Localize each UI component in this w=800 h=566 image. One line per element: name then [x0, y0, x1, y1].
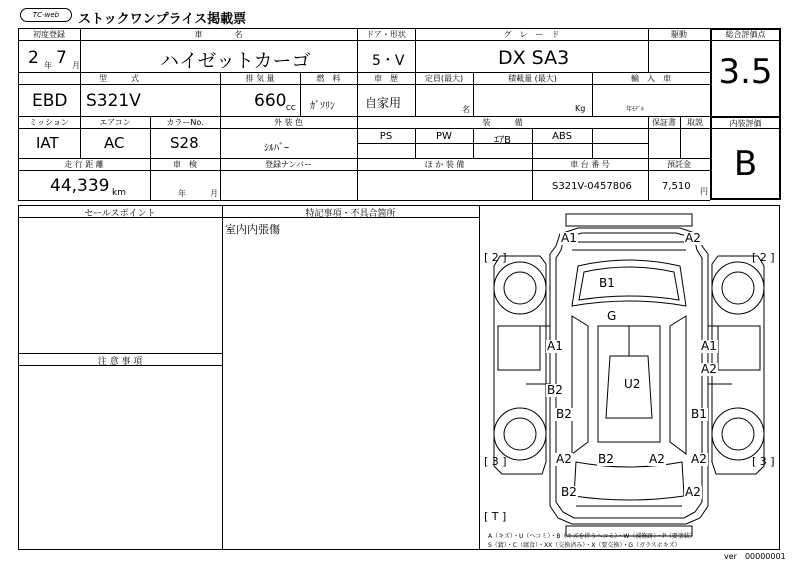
damage-mark: A1 — [547, 339, 563, 353]
damage-mark: A2 — [649, 452, 665, 466]
equipment-airbag: ｴｱB — [494, 135, 511, 146]
damage-mark: U2 — [624, 377, 641, 391]
equipment-ps: PS — [379, 131, 393, 142]
damage-mark: B2 — [561, 485, 577, 499]
first-reg-label: 初度登録 — [33, 30, 65, 39]
exterior-color-label: 外 装 色 — [273, 118, 304, 127]
manual-label: 取説 — [687, 118, 703, 127]
equipment-abs: ABS — [552, 131, 572, 142]
sales-point-label: セールスポイント — [84, 209, 156, 219]
displacement-value: 660 — [254, 91, 287, 111]
plate-label: 登録ナンバー — [264, 160, 313, 169]
model-prefix: EBD — [32, 91, 68, 111]
damage-mark: A1 — [701, 339, 717, 353]
damage-mark: A2 — [685, 485, 701, 499]
mileage-label: 走 行 距 離 — [64, 160, 104, 169]
chassis-label: 車 台 番 号 — [570, 160, 610, 169]
mileage-unit: km — [112, 188, 126, 198]
damage-mark: A2 — [556, 452, 572, 466]
interior-score-label: 内装評価 — [729, 119, 762, 128]
spec-table — [18, 28, 710, 200]
color-no-value: S28 — [170, 134, 199, 152]
aircon-label: エアコン — [99, 118, 131, 127]
logo: TC-web — [20, 8, 72, 22]
version-label: ver 00000001 — [724, 552, 786, 561]
model-label: 型 式 — [99, 74, 139, 83]
capacity-label: 定員(最大) — [424, 74, 464, 83]
caution-label: 注 意 事 項 — [97, 357, 143, 367]
displacement-unit: CC — [286, 104, 296, 112]
drive-label: 駆動 — [671, 30, 687, 39]
door-value: 5・V — [372, 53, 405, 69]
interior-score-value: B — [733, 144, 758, 184]
inspection-year-unit: 年 — [178, 189, 186, 198]
model-value: S321V — [86, 91, 141, 111]
exterior-color-value: ｼﾙﾊﾞｰ — [264, 143, 289, 154]
fuel-value: ｶﾞｿﾘﾝ — [310, 101, 335, 112]
grade-value: DX SA3 — [498, 47, 570, 69]
page-title: ストックワンプライス掲載票 — [78, 12, 247, 27]
equipment-label: 装 備 — [482, 118, 523, 127]
corner-label-trunk: [ T ] — [484, 510, 507, 523]
history-value: 自家用 — [365, 96, 402, 110]
history-label: 車 歴 — [374, 74, 398, 83]
corner-label-top-left: [ 2 ] — [484, 251, 507, 264]
aircon-value: AC — [104, 134, 125, 152]
damage-mark: A2 — [685, 231, 701, 245]
capacity-unit: 名 — [462, 105, 470, 114]
mileage-value: 44,339 — [50, 176, 110, 196]
first-reg-year-unit: 年 — [44, 61, 52, 70]
door-label: ドア・形状 — [366, 30, 406, 39]
other-equipment-label: ほ か 装 備 — [424, 160, 465, 169]
damage-mark: A2 — [691, 452, 707, 466]
displacement-label: 排 気 量 — [245, 74, 275, 83]
chassis-value: S321V-0457806 — [552, 181, 632, 192]
damage-mark: B1 — [599, 276, 615, 290]
mission-value: IAT — [36, 134, 59, 152]
car-name-label: 車 名 — [194, 30, 243, 39]
damage-mark: A2 — [701, 362, 717, 376]
corner-label-bottom-left: [ 3 ] — [484, 455, 507, 468]
damage-mark: A1 — [561, 231, 577, 245]
inspection-month-unit: 月 — [210, 189, 218, 198]
notes-label: 特記事項・不具合箇所 — [305, 209, 396, 219]
overall-score-label: 総合評価点 — [725, 30, 766, 39]
car-name: ハイゼットカーゴ — [160, 50, 311, 72]
import-label: 輸 入 車 — [631, 74, 671, 83]
load-label: 積載量 (最大) — [508, 74, 557, 83]
overall-score-value: 3.5 — [718, 52, 773, 92]
color-no-label: カラーNo. — [166, 118, 204, 127]
damage-mark: B2 — [598, 452, 614, 466]
damage-mark: G — [607, 309, 617, 323]
first-reg-month: 7 — [56, 48, 67, 68]
mission-label: ミッション — [29, 118, 69, 127]
damage-legend-line2: S（錆）・C（腐食）・XX（交換済み）・X（要交換）・G（ガラスホキズ） — [488, 542, 681, 549]
grade-label: グ レ ー ド — [503, 30, 560, 39]
inspection-label: 車 検 — [173, 160, 197, 169]
equipment-pw: PW — [436, 131, 452, 142]
import-unit: 年ﾓﾃﾞﾙ — [626, 106, 645, 113]
deposit-label: 預託金 — [667, 160, 691, 169]
deposit-value: 7,510 — [662, 181, 691, 192]
first-reg-year: 2 — [28, 48, 39, 68]
warranty-label: 保証書 — [652, 118, 676, 127]
notes-value: 室内内張傷 — [225, 223, 280, 236]
load-unit: Kg — [575, 104, 586, 113]
corner-label-bottom-right: [ 3 ] — [752, 455, 775, 468]
deposit-unit: 円 — [700, 187, 708, 196]
damage-mark: B2 — [556, 407, 572, 421]
damage-legend-line1: A（キズ）・U（ヘコミ）・B（キズを伴うヘコミ）・W（補修跡）・P（要塗装） — [488, 533, 696, 540]
first-reg-month-unit: 月 — [72, 61, 80, 70]
fuel-label: 燃 料 — [316, 74, 341, 83]
corner-label-top-right: [ 2 ] — [752, 251, 775, 264]
damage-mark: B2 — [547, 383, 563, 397]
damage-mark: B1 — [691, 407, 707, 421]
